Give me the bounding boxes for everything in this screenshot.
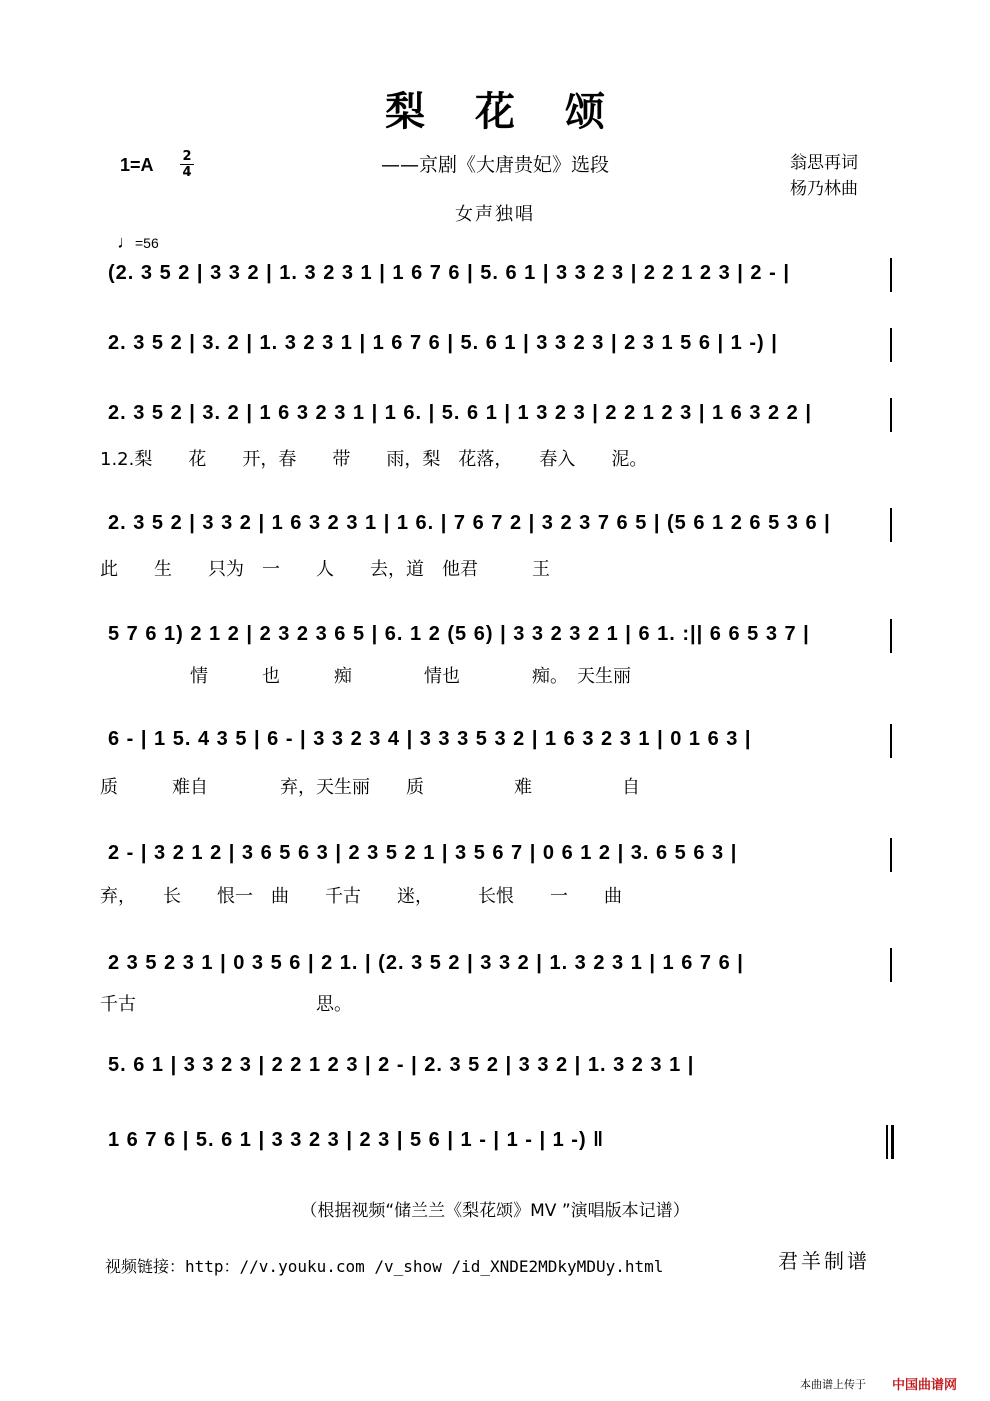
bar-line: [890, 398, 892, 432]
notation-row-8: 2 3 5 2 3 1 | 0 3 5 6 | 2 1. | (2. 3 5 2 | 3 3 2 | 1. 3 2 3 1 | 1 6 7 6 |: [108, 952, 744, 974]
time-signature-bottom: 4: [182, 165, 192, 180]
transcriber-signature: 君羊制谱: [778, 1249, 870, 1273]
notation-row-3: 2. 3 5 2 | 3. 2 | 1 6 3 2 3 1 | 1 6. | 5. 6 1 | 1 3 2 3 | 2 2 1 2 3 | 1 6 3 2 2 |: [108, 402, 812, 424]
lyrics-row-7: 弃， 长 恨一 曲 千古 迷， 长恨 一 曲: [100, 886, 622, 907]
notation-row-4: 2. 3 5 2 | 3 3 2 | 1 6 3 2 3 1 | 1 6. | 7 6 7 2 | 3 2 3 7 6 5 | (5 6 1 2 6 5 3 6 |: [108, 512, 831, 534]
lyrics-row-4: 此 生 只为 一 人 去，道 他君 王: [100, 559, 550, 580]
voice-type: 女声独唱: [455, 204, 535, 225]
time-signature: [180, 150, 194, 179]
final-bar-line-thick: [891, 1125, 894, 1159]
lyricist: 翁思再词: [790, 153, 858, 173]
notation-row-1: (2. 3 5 2 | 3 3 2 | 1. 3 2 3 1 | 1 6 7 6 | 5. 6 1 | 3 3 2 3 | 2 2 1 2 3 | 2 - |: [108, 262, 790, 284]
site-logo[interactable]: 中国曲谱网: [892, 1378, 958, 1393]
lyrics-row-8: 千古 思。: [100, 994, 352, 1015]
credits: [790, 150, 858, 202]
final-bar-line: [886, 1125, 888, 1159]
lyrics-row-3: 1.2.梨 花 开，春 带 雨，梨 花落， 春入 泥。: [100, 449, 648, 470]
time-signature-top: 2: [182, 149, 192, 164]
lyrics-row-6: 质 难自 弃，天生丽 质 难 自: [100, 777, 640, 798]
bar-line: [890, 948, 892, 982]
notation-row-6: 6 - | 1 5. 4 3 5 | 6 - | 3 3 2 3 4 | 3 3 3 5 3 2 | 1 6 3 2 3 1 | 0 1 6 3 |: [108, 728, 752, 750]
upload-note: 本曲谱上传于: [800, 1378, 866, 1391]
bar-line: [890, 619, 892, 653]
composer: 杨乃林曲: [790, 179, 858, 199]
notation-row-9: 5. 6 1 | 3 3 2 3 | 2 2 1 2 3 | 2 - | 2. 3 5 2 | 3 3 2 | 1. 3 2 3 1 |: [108, 1054, 695, 1076]
key-signature: 1=A: [120, 155, 154, 175]
quarter-note-icon: ♩: [117, 232, 135, 252]
subtitle: ——京剧《大唐贵妃》选段: [380, 154, 609, 176]
bar-line: [890, 508, 892, 542]
notation-row-10: 1 6 7 6 | 5. 6 1 | 3 3 2 3 | 2 3 | 5 6 | 1 - | 1 - | 1 -) ‖: [108, 1129, 605, 1151]
transcription-note: （根据视频“储兰兰《梨花颂》MV ”演唱版本记谱）: [300, 1201, 690, 1221]
notation-row-5: 5 7 6 1) 2 1 2 | 2 3 2 3 6 5 | 6. 1 2 (5 6) | 3 3 2 3 2 1 | 6 1. :|| 6 6 5 3 7 |: [108, 623, 810, 645]
tempo-marking: ♩=56: [117, 232, 159, 252]
page-title: 梨花颂: [385, 88, 655, 135]
lyrics-row-5: 情 也 痴 情也 痴。 天生丽: [100, 666, 631, 687]
bar-line: [890, 258, 892, 292]
bar-line: [890, 328, 892, 362]
notation-row-7: 2 - | 3 2 1 2 | 3 6 5 6 3 | 2 3 5 2 1 | 3 5 6 7 | 0 6 1 2 | 3. 6 5 6 3 |: [108, 842, 738, 864]
video-link[interactable]: 视频链接：http：//v.youku.com /v_show /id_XNDE2MDkyMDUy.html: [105, 1257, 664, 1276]
bar-line: [890, 838, 892, 872]
bar-line: [890, 724, 892, 758]
notation-row-2: 2. 3 5 2 | 3. 2 | 1. 3 2 3 1 | 1 6 7 6 | 5. 6 1 | 3 3 2 3 | 2 3 1 5 6 | 1 -) |: [108, 332, 778, 354]
